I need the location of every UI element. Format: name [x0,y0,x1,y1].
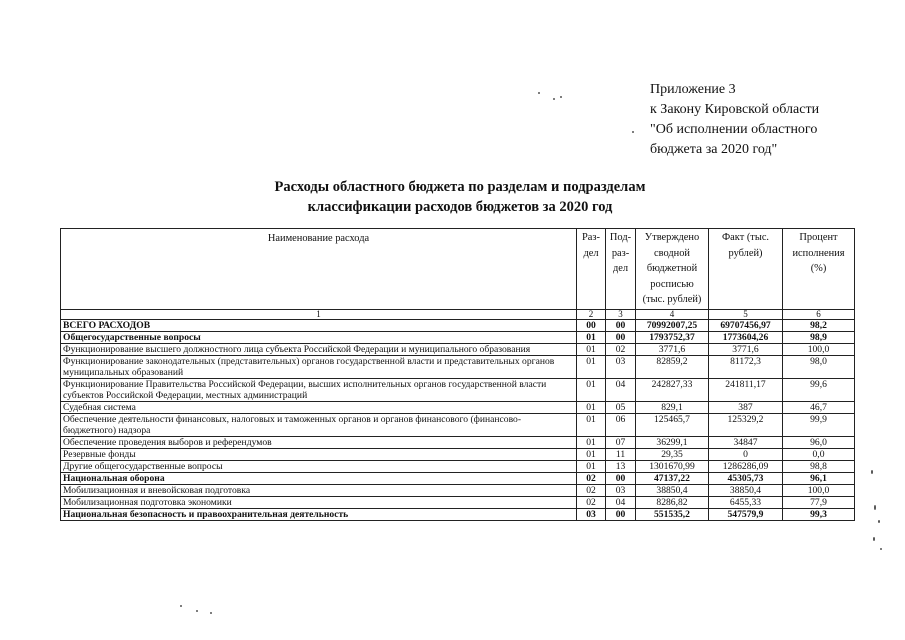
table-row [61,413,855,436]
row-name: Функционирование законодательных (представительных) органов государственной власти и представительных органов муниципальных образований [61,355,577,378]
row-name: Функционирование высшего должностного лица субъекта Российской Федерации и муниципального образования [61,343,577,355]
column-number: 5 [709,309,783,319]
header-fact: Факт (тыс. рублей) [709,229,783,310]
row-section: 01 [577,448,606,460]
row-name: Мобилизационная и вневойсковая подготовка [61,484,577,496]
row-subsection: 04 [606,496,636,508]
table-row [61,331,855,343]
row-name: Обеспечение деятельности финансовых, налоговых и таможенных органов и органов финансового (финансово-бюджетного) надзора [61,413,577,436]
row-approved: 82859,2 [636,355,709,378]
row-name: ВСЕГО РАСХОДОВ [61,319,577,331]
table-row [61,508,855,520]
row-approved: 47137,22 [636,472,709,484]
row-name: Национальная оборона [61,472,577,484]
row-approved: 829,1 [636,401,709,413]
appendix-note [650,80,890,160]
row-subsection: 00 [606,319,636,331]
row-fact: 125329,2 [709,413,783,436]
row-fact: 241811,17 [709,378,783,401]
row-fact: 45305,73 [709,472,783,484]
title-line: классификации расходов бюджетов за 2020 год [307,199,613,215]
row-approved: 38850,4 [636,484,709,496]
row-fact: 34847 [709,436,783,448]
table-row [61,436,855,448]
row-approved: 242827,33 [636,378,709,401]
scan-speck [871,470,873,474]
row-name: Судебная система [61,401,577,413]
row-subsection: 05 [606,401,636,413]
table-row [61,472,855,484]
table-row [61,343,855,355]
row-percent: 99,3 [783,508,855,520]
column-number: 3 [606,309,636,319]
row-subsection: 02 [606,343,636,355]
table-row [61,401,855,413]
table-row [61,448,855,460]
row-approved: 8286,82 [636,496,709,508]
row-subsection: 07 [606,436,636,448]
scan-speck [873,537,875,541]
row-percent: 96,0 [783,436,855,448]
column-number-row [61,309,855,319]
row-subsection: 03 [606,484,636,496]
row-percent: 100,0 [783,343,855,355]
row-section: 03 [577,508,606,520]
column-number: 1 [61,309,577,319]
table-row [61,378,855,401]
header-subsection: Под-раз-дел [606,229,636,310]
row-percent: 77,9 [783,496,855,508]
row-section: 01 [577,436,606,448]
row-fact: 6455,33 [709,496,783,508]
row-percent: 99,6 [783,378,855,401]
scan-speck [632,131,634,133]
row-fact: 38850,4 [709,484,783,496]
row-percent: 98,9 [783,331,855,343]
row-fact: 3771,6 [709,343,783,355]
document-title [60,177,860,217]
header-name: Наименование расхода [61,229,577,310]
scan-speck [180,605,182,607]
budget-table [60,228,855,521]
column-number: 2 [577,309,606,319]
row-approved: 551535,2 [636,508,709,520]
row-percent: 98,8 [783,460,855,472]
row-section: 01 [577,355,606,378]
row-percent: 99,9 [783,413,855,436]
row-section: 02 [577,496,606,508]
header-percent: Процент исполнения (%) [783,229,855,310]
row-percent: 100,0 [783,484,855,496]
row-subsection: 03 [606,355,636,378]
row-approved: 29,35 [636,448,709,460]
row-percent: 0,0 [783,448,855,460]
appendix-line: Приложение 3 [650,82,736,97]
row-subsection: 00 [606,508,636,520]
row-name: Другие общегосударственные вопросы [61,460,577,472]
row-subsection: 00 [606,472,636,484]
table-row [61,460,855,472]
row-section: 02 [577,484,606,496]
header-approved: Утверждено сводной бюджетной росписью (тыс. рублей) [636,229,709,310]
row-name: Резервные фонды [61,448,577,460]
row-approved: 3771,6 [636,343,709,355]
row-subsection: 06 [606,413,636,436]
row-name: Обеспечение проведения выборов и референдумов [61,436,577,448]
scan-speck [553,98,555,100]
column-number: 6 [783,309,855,319]
row-section: 01 [577,378,606,401]
row-section: 00 [577,319,606,331]
table-row [61,355,855,378]
row-approved: 1793752,37 [636,331,709,343]
scan-speck [538,92,540,94]
row-name: Функционирование Правительства Российской Федерации, высших исполнительных органов государственной власти субъектов Российской Федерации, местных администраций [61,378,577,401]
row-section: 01 [577,413,606,436]
appendix-line: к Закону Кировской области [650,102,820,117]
row-fact: 387 [709,401,783,413]
row-fact: 81172,3 [709,355,783,378]
row-section: 01 [577,343,606,355]
header-row [61,229,855,310]
row-subsection: 11 [606,448,636,460]
table-body [61,319,855,520]
column-number: 4 [636,309,709,319]
header-section: Раз-дел [577,229,606,310]
row-fact: 69707456,97 [709,319,783,331]
row-fact: 1773604,26 [709,331,783,343]
row-name: Мобилизационная подготовка экономики [61,496,577,508]
scan-speck [560,96,562,98]
appendix-line: бюджета за 2020 год" [650,142,778,157]
row-percent: 98,2 [783,319,855,331]
row-percent: 96,1 [783,472,855,484]
row-percent: 98,0 [783,355,855,378]
row-fact: 0 [709,448,783,460]
scan-speck [210,612,212,614]
row-fact: 547579,9 [709,508,783,520]
scan-speck [880,548,882,550]
row-section: 01 [577,460,606,472]
row-subsection: 13 [606,460,636,472]
row-percent: 46,7 [783,401,855,413]
scan-speck [874,505,876,510]
row-section: 01 [577,331,606,343]
row-subsection: 04 [606,378,636,401]
table-row [61,496,855,508]
row-approved: 70992007,25 [636,319,709,331]
scan-speck [196,610,198,612]
scan-speck [878,520,880,523]
row-subsection: 00 [606,331,636,343]
row-name: Национальная безопасность и правоохранительная деятельность [61,508,577,520]
row-fact: 1286286,09 [709,460,783,472]
row-section: 02 [577,472,606,484]
appendix-line: "Об исполнении областного [650,122,818,137]
row-section: 01 [577,401,606,413]
row-approved: 125465,7 [636,413,709,436]
row-name: Общегосударственные вопросы [61,331,577,343]
row-approved: 1301670,99 [636,460,709,472]
table-row [61,319,855,331]
table-row [61,484,855,496]
row-approved: 36299,1 [636,436,709,448]
title-line: Расходы областного бюджета по разделам и подразделам [274,179,646,195]
